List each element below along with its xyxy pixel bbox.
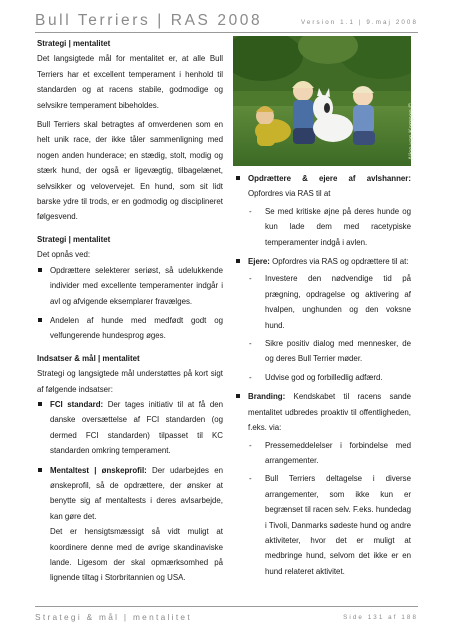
page-number: Side 131 af 188	[343, 614, 418, 621]
dash-item: - Udvise god og forbilledlig adfærd.	[248, 370, 411, 385]
dash-item: - Bull Terriers deltagelse i diverse arrangementer, som ikke kun er begrænset til racen selv. F.eks. hundedag i Tivoli, Danmarks sødeste hund og andre aktiviteter, hvor det er muligt at medbringe hund, selvom det ikke er en hund relateret aktivitet.	[248, 471, 411, 579]
measures-bullet-list	[235, 171, 411, 579]
dash-list	[248, 271, 411, 385]
strategy-bullet: Opdrættere selekterer seriøst, så udelukkende individer med excellente temperamenter indgår i avl og afvigende eksemplarer fravælges.	[37, 263, 223, 309]
photo-illustration	[233, 36, 411, 166]
bullet-text: Kendskabet til racens sande mentalitet udbredes proaktiv til offentligheden, f.eks. via:	[248, 392, 411, 433]
efforts-bullet-list	[37, 397, 223, 586]
document-title: Bull Terriers | RAS 2008	[35, 12, 263, 29]
dash-list	[248, 438, 411, 580]
measures-bullet-breeders	[235, 171, 411, 250]
measures-bullet-owners	[235, 254, 411, 385]
photo-children-with-dog	[233, 36, 411, 166]
header-divider	[35, 32, 418, 33]
section-heading-strategy: Strategi | mentalitet	[37, 39, 111, 48]
photo-credit: Alice van Kempen ©	[408, 102, 415, 160]
bullet-label: FCI standard:	[50, 399, 104, 409]
strategy-intro: Det opnås ved:	[37, 250, 91, 260]
section-heading-strategy-2: Strategi | mentalitet	[37, 234, 111, 244]
bullet-text: Opfordres via RAS til at	[248, 189, 331, 199]
efforts-bullet-fci	[37, 397, 223, 459]
dash-list	[248, 204, 411, 250]
bullet-label: Opdrættere & ejere af avlshanner:	[248, 174, 411, 183]
footer-divider	[35, 606, 418, 607]
strategy-bullet-list	[37, 263, 223, 344]
bullet-label: Mentaltest | ønskeprofil:	[50, 465, 147, 475]
dash-item: - Investere den nødvendige tid på prægning, opdragelse og aktivering af hvalpen, unghunden og den voksne hund.	[248, 271, 411, 333]
measures-bullet-branding	[235, 389, 411, 579]
dash-item: - Pressemeddelelser i forbindelse med arrangementer.	[248, 438, 411, 469]
bullet-text: Der udarbejdes en ønskeprofil, så de opdrættere, der ønsker at benytte sig af mentaltests i deres avlsarbejde, kan gøre det.	[50, 465, 223, 521]
efforts-intro: Strategi og langsigtede mål understøttes på kort sigt af følgende indsatser:	[37, 369, 223, 394]
efforts-bullet-mentaltest	[37, 463, 223, 586]
bullet-text: Opfordres via RAS og opdrættere til at:	[269, 257, 409, 267]
right-column	[235, 171, 411, 579]
version-label: Version 1.1 | 9.maj 2008	[300, 19, 418, 26]
left-column	[37, 36, 223, 586]
bullet-continuation: Det er hensigtsmæssigt så vidt muligt at koordinere denne med de øvrige skandinaviske lande. Ligesom der skal opmærksomhed på lignende tiltag i Storbritannien og USA.	[50, 527, 223, 583]
bullet-label: Ejere:	[248, 257, 270, 267]
section-heading-efforts: Indsatser & mål | mentalitet	[37, 353, 140, 363]
strategy-paragraph-2: Bull Terriers skal betragtes af omverdenen som en helt unik race, der ikke tåler sammenligning med nogen anden hunderace; en stædig, stolt, modig og stærk hund, der også er ligevægtig, tilbagelænet, selvsikker og velovervejet. En hund, som sit lidt barske ydre til trods, er en godmodig og disciplineret følgesvend.	[37, 120, 223, 222]
dash-item: - Sikre positiv dialog med mennesker, de og deres Bull Terrier møder.	[248, 336, 411, 367]
footer-section-label: Strategi & mål | mentalitet	[35, 612, 192, 622]
bullet-label: Branding:	[248, 392, 286, 402]
bullet-text: Der tages initiativ til at få den danske oversættelse af FCI standarden (og dermed FCI standarden) tilpasset til KC standarden omkring temperament.	[50, 399, 223, 456]
dash-item: - Se med kritiske øjne på deres hunde og kun lade dem med racetypiske temperamenter indgå i avlen.	[248, 204, 411, 250]
strategy-bullet: Andelen af hunde med medfødt godt og velfungerende hundesprog øges.	[37, 313, 223, 344]
strategy-paragraph-1: Det langsigtede mål for mentalitet er, at alle Bull Terriers har et excellent temperament i henhold til standarden og at racens stabile, godmodige og selvsikre temperament bibeholdes.	[37, 54, 223, 110]
